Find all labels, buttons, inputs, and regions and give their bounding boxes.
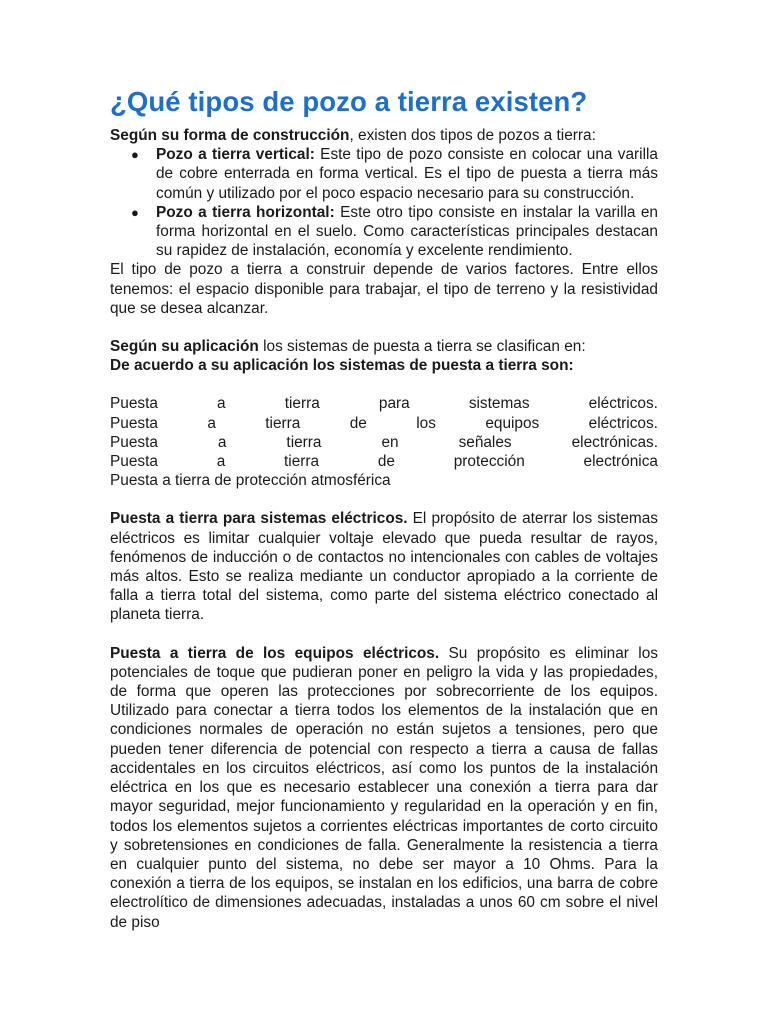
application-list-line [110,471,658,490]
application-list-line [110,433,658,452]
application-list-word: Puesta [110,414,158,432]
application-list-word: tierra [284,395,320,413]
application-paragraph [110,337,658,356]
application-list-line [110,452,658,471]
type-horizontal-text: Este otro tipo consiste en instalar la varilla en forma horizontal en el suelo. Como características principales destacan su rapidez de instalación, economía y excelente rendimiento. [156,203,658,260]
intro-text: , existen dos tipos de pozos a tierra: [349,127,596,144]
bullet-icon: ● [131,204,139,220]
application-list-word: a [217,433,227,451]
application-list-word: Puesta [110,453,158,471]
application-list-word: en [381,433,399,451]
section-equipos-title: Puesta a tierra de los equipos eléctricos. [110,644,440,662]
application-text: los sistemas de puesta a tierra se clasifican en: [258,338,586,356]
section-equipos-text: Su propósito es eliminar los potenciales de toque que pudieran poner en peligro la vida y las propiedades, de forma que operen las protecciones por sobrecorriente de los equipos. Utilizado para conectar a tierra todos los elementos de la instalación que en condiciones normales de operación no están sujetos a tensiones, pero que pueden tener diferencia de potencial con respecto a tierra a causa de fallas accidentales en los circuitos eléctricos, así como los puntos de la instalación eléctrica en los que es necesario establecer una conexión a tierra para dar mayor seguridad, mejor funcionamiento y regularidad en la operación y en fin, todos los elementos sujetos a corrientes eléctricas importantes de corto circuito y sobretensiones en condiciones de falla. Generalmente la resistencia a tierra en cualquier punto del sistema, no debe ser mayor a 10 Ohms. Para la conexión a tierra de los equipos, se instalan en los edificios, una barra de cobre electrolítico de dimensiones adecuadas, instaladas a unos 60 cm sobre el nivel de piso [110,644,658,931]
application-list-word: Puesta [110,433,158,451]
intro-bold: Según su forma de construcción [110,127,350,144]
application-list [110,394,658,490]
factors-paragraph: El tipo de pozo a tierra a construir depende de varios factores. Entre ellos tenemos: el espacio disponible para trabajar, el tipo de terreno y la resistividad que se desea alcanzar. [110,261,658,317]
list-item [110,145,658,203]
application-list-word: a [217,395,226,413]
application-list-line [110,414,658,433]
section-equipos-electricos [110,644,658,932]
type-vertical-label: Pozo a tierra vertical: [156,146,315,164]
application-list-line [110,394,658,413]
intro-paragraph [110,126,658,145]
application-list-word: tierra [286,433,322,451]
application-list-word: tierra [265,414,301,432]
application-list-word: a [216,453,226,471]
application-list-word: de [349,414,367,432]
document-body [110,86,658,932]
types-list [110,145,658,260]
section-sistemas-text: El propósito de aterrar los sistemas eléctricos es limitar cualquier voltaje elevado que pueda resultar de rayos, fenómenos de inducción o de contactos no intencionales con cables de voltajes más altos. Esto se realiza mediante un conductor apropiado a la corriente de falla a tierra total del sistema, como parte del sistema eléctrico conectado al planeta tierra. [110,510,658,624]
application-list-word: para [378,395,410,413]
type-vertical-text: Este tipo de pozo consiste en colocar una varilla de cobre enterrada en forma vertical. Es el tipo de puesta a tierra más común y utilizado por el poco espacio necesario para su construcción. [156,146,658,202]
application-list-word: Puesta [110,395,158,413]
type-horizontal-label: Pozo a tierra horizontal: [156,203,335,221]
section-sistemas-electricos [110,509,658,624]
application-list-word: señales [458,433,512,451]
application-list-word: eléctricos. [588,414,658,432]
application-list-word: a [207,414,216,432]
application-list-word: sistemas [468,395,530,413]
application-list-word: Puesta a tierra de protección atmosférica [110,472,391,490]
application-list-word: de [377,453,395,471]
application-list-word: tierra [284,453,320,471]
section-sistemas-title: Puesta a tierra para sistemas eléctricos. [110,510,408,528]
application-list-word: protección [453,453,525,471]
application-heading: De acuerdo a su aplicación los sistemas de puesta a tierra son: [110,357,574,375]
bullet-icon: ● [131,147,139,163]
application-list-word: eléctricos. [588,395,658,413]
application-list-word: electrónicas. [571,433,658,451]
application-list-word: electrónica [583,453,658,471]
application-list-word: los [416,414,436,432]
application-list-word: equipos [485,414,540,432]
application-bold: Según su aplicación [110,338,259,356]
list-item [110,203,658,261]
page-title: ¿Qué tipos de pozo a tierra existen? [110,86,588,117]
